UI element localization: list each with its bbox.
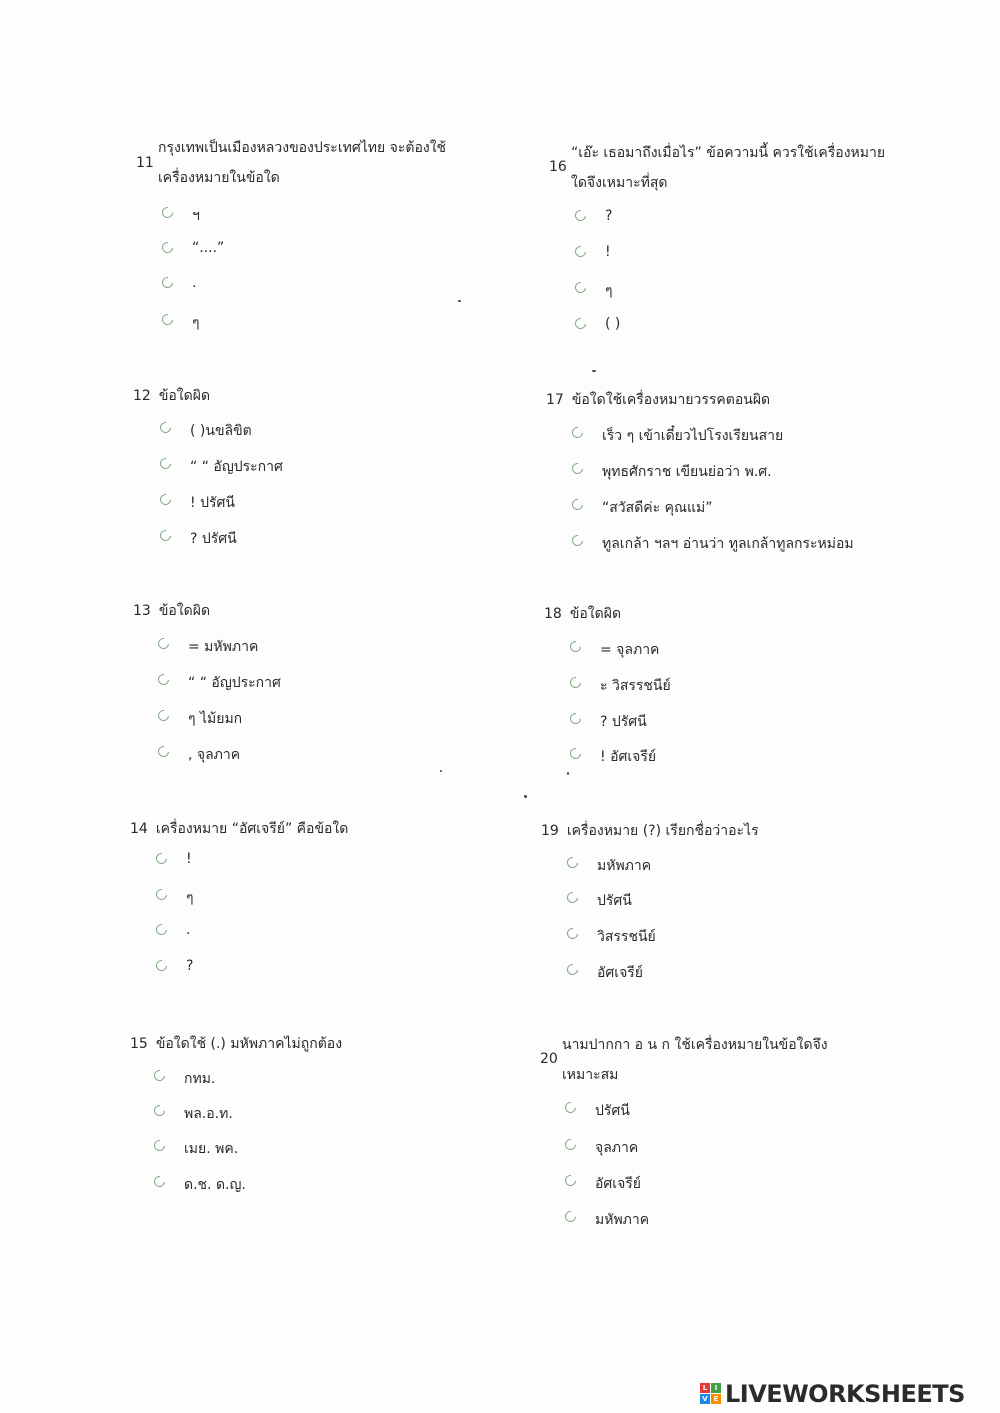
option-label: ๆ ไม้ยมก <box>188 711 243 727</box>
radio-button[interactable] <box>156 636 171 651</box>
option-label: ! อัศเจรีย์ <box>600 749 657 765</box>
question-label: ข้อใดผิด <box>158 388 211 404</box>
option-label: , จุลภาค <box>188 747 241 763</box>
radio-button[interactable] <box>573 280 588 295</box>
option-label: ๆ <box>186 890 194 906</box>
radio-button[interactable] <box>154 958 169 973</box>
option-label: อัศเจรีย์ <box>597 965 644 981</box>
question-text-line: ใดจึงเหมาะที่สุด <box>571 175 668 191</box>
option-label: เมย. พค. <box>184 1141 239 1157</box>
option-label: ! <box>605 244 611 260</box>
logo-letter-e: E <box>711 1394 721 1404</box>
radio-button[interactable] <box>160 205 175 220</box>
radio-button[interactable] <box>568 675 583 690</box>
question-text <box>546 389 778 411</box>
option-label: ( )นขลิขิต <box>190 423 252 439</box>
radio-button[interactable] <box>570 497 585 512</box>
radio-button[interactable] <box>573 316 588 331</box>
option-label: “สวัสดีค่ะ คุณแม่” <box>602 500 713 516</box>
option-label: ! <box>186 851 192 867</box>
option-label: ด.ช. ด.ญ. <box>184 1177 246 1193</box>
question-number: 14 <box>130 821 148 837</box>
option-label: ปรัศนี <box>595 1103 630 1119</box>
radio-button[interactable] <box>573 208 588 223</box>
radio-button[interactable] <box>565 962 580 977</box>
question-label: ข้อใดผิด <box>569 606 622 622</box>
question-text <box>130 818 356 840</box>
option-label: ปรัศนี <box>597 893 632 909</box>
option-label: กทม. <box>184 1071 216 1087</box>
question-number: 13 <box>133 603 151 619</box>
question-number: 19 <box>541 823 559 839</box>
question-text <box>544 603 629 625</box>
question-text <box>562 1030 828 1090</box>
option-label: ๆ <box>192 315 200 331</box>
radio-button[interactable] <box>570 533 585 548</box>
scan-speck <box>567 772 569 775</box>
question-number: 17 <box>546 392 564 408</box>
question-label: เครื่องหมาย “อัศเจรีย์” คือข้อใด <box>155 821 349 837</box>
question-text <box>571 138 885 198</box>
radio-button[interactable] <box>570 461 585 476</box>
option-label: “ “ อัญประกาศ <box>190 459 283 475</box>
radio-button[interactable] <box>152 1068 167 1083</box>
radio-button[interactable] <box>154 922 169 937</box>
question-text <box>541 820 767 842</box>
radio-button[interactable] <box>158 528 173 543</box>
question-number: 11 <box>136 155 154 171</box>
option-label: ๆ <box>605 283 613 299</box>
radio-button[interactable] <box>152 1174 167 1189</box>
option-label: มหัพภาค <box>595 1212 650 1228</box>
radio-button[interactable] <box>565 926 580 941</box>
radio-button[interactable] <box>565 890 580 905</box>
question-text <box>130 1033 350 1055</box>
radio-button[interactable] <box>156 708 171 723</box>
option-label: วิสรรชนีย์ <box>597 929 656 945</box>
option-label: = จุลภาค <box>600 642 660 658</box>
radio-button[interactable] <box>160 312 175 327</box>
question-number: 20 <box>540 1051 558 1067</box>
question-text-line: “เอ๊ะ เธอมาถึงเมื่อไร” ข้อความนี้ ควรใช้เครื่องหมาย <box>571 145 886 161</box>
option-label: พล.อ.ท. <box>184 1106 233 1122</box>
option-label: = มหัพภาค <box>188 639 259 655</box>
question-text <box>133 385 218 407</box>
scan-speck <box>524 795 527 798</box>
option-label: . <box>192 275 197 291</box>
liveworksheets-icon <box>700 1383 722 1405</box>
question-text <box>158 133 446 193</box>
option-label: ? ปรัศนี <box>190 531 237 547</box>
question-number: 15 <box>130 1036 148 1052</box>
option-label: ? <box>186 958 194 974</box>
logo-letter-i: I <box>711 1383 721 1393</box>
question-text <box>133 600 218 622</box>
radio-button[interactable] <box>156 672 171 687</box>
question-text-line: เหมาะสม <box>562 1067 619 1083</box>
radio-button[interactable] <box>568 746 583 761</box>
question-text-line: นามปากกา อ น ก ใช้เครื่องหมายในข้อใดจึง <box>562 1037 828 1053</box>
option-label: . <box>186 922 191 938</box>
scan-speck <box>592 370 596 372</box>
radio-button[interactable] <box>563 1209 578 1224</box>
question-number: 12 <box>133 388 151 404</box>
question-label: ข้อใดใช้เครื่องหมายวรรคตอนผิด <box>571 392 771 408</box>
radio-button[interactable] <box>158 456 173 471</box>
radio-button[interactable] <box>152 1103 167 1118</box>
option-label: จุลภาค <box>595 1140 639 1156</box>
radio-button[interactable] <box>568 711 583 726</box>
question-number: 18 <box>544 606 562 622</box>
radio-button[interactable] <box>573 244 588 259</box>
option-label: พุทธศักราช เขียนย่อว่า พ.ศ. <box>602 464 772 480</box>
logo-letter-l: L <box>700 1383 710 1393</box>
radio-button[interactable] <box>158 492 173 507</box>
scan-speck <box>458 300 461 302</box>
radio-button[interactable] <box>154 851 169 866</box>
question-label: ข้อใดผิด <box>158 603 211 619</box>
radio-button[interactable] <box>152 1138 167 1153</box>
radio-button[interactable] <box>160 240 175 255</box>
option-label: ! ปรัศนี <box>190 495 235 511</box>
scan-speck <box>440 770 442 772</box>
radio-button[interactable] <box>154 887 169 902</box>
question-text-line: เครื่องหมายในข้อใด <box>158 170 280 186</box>
option-label: “....” <box>192 240 225 256</box>
option-label: ะ วิสรรชนีย์ <box>600 678 671 694</box>
radio-button[interactable] <box>565 855 580 870</box>
option-label: ? ปรัศนี <box>600 714 647 730</box>
radio-button[interactable] <box>156 744 171 759</box>
option-label: ( ) <box>605 316 621 332</box>
option-label: ฯ <box>192 208 200 224</box>
question-number: 16 <box>549 159 567 175</box>
radio-button[interactable] <box>570 425 585 440</box>
option-label: ทูลเกล้า ฯลฯ อ่านว่า ทูลเกล้าทูลกระหม่อม <box>602 536 854 552</box>
question-text-line: กรุงเทพเป็นเมืองหลวงของประเทศไทย จะต้องใช้ <box>158 140 447 156</box>
question-label: เครื่องหมาย (?) เรียกชื่อว่าอะไร <box>566 823 759 839</box>
radio-button[interactable] <box>568 639 583 654</box>
radio-button[interactable] <box>160 275 175 290</box>
radio-button[interactable] <box>563 1137 578 1152</box>
option-label: “ “ อัญประกาศ <box>188 675 281 691</box>
radio-button[interactable] <box>563 1173 578 1188</box>
option-label: ? <box>605 208 613 224</box>
option-label: เร็ว ๆ เข้าเดี๋ยวไปโรงเรียนสาย <box>602 428 784 444</box>
option-label: มหัพภาค <box>597 858 652 874</box>
option-label: อัศเจรีย์ <box>595 1176 642 1192</box>
radio-button[interactable] <box>563 1100 578 1115</box>
radio-button[interactable] <box>158 420 173 435</box>
question-label: ข้อใดใช้ (.) มหัพภาคไม่ถูกต้อง <box>155 1036 343 1052</box>
logo-letter-v: V <box>700 1394 710 1404</box>
brand-name: LIVEWORKSHEETS <box>725 1380 965 1408</box>
